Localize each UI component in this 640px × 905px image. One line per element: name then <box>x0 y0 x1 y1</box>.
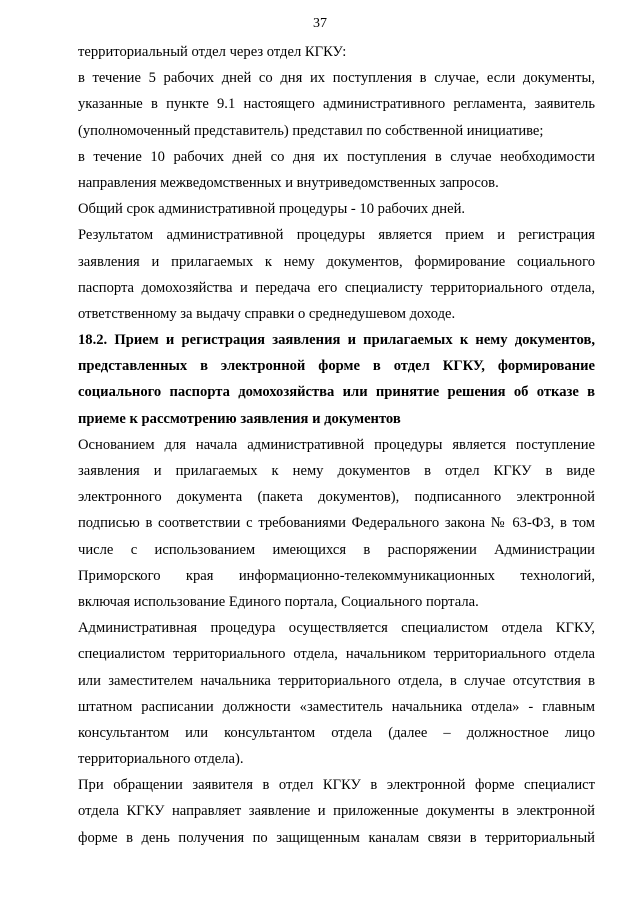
text-line: паспорта домохозяйства и передача его специалисту территориального отдела, <box>78 279 595 296</box>
text-line: ответственному за выдачу справки о среднедушевом доходе. <box>78 305 456 322</box>
text-line: или заместителем начальника территориального отдела, в случае отсутствия в <box>78 672 595 689</box>
text-line: подписью в соответствии с требованиями Федерального закона № 63-ФЗ, в том <box>78 515 595 532</box>
text-line: Общий срок административной процедуры - 10 рабочих дней. <box>78 201 466 218</box>
text-line: (уполномоченный представитель) представил по собственной инициативе; <box>78 122 544 139</box>
text-line: отдела КГКУ направляет заявление и приложенные документы в электронной <box>78 803 595 820</box>
section-heading-line: социального паспорта домохозяйства или принятие решения об отказе в <box>78 384 595 401</box>
page-number: 37 <box>313 16 327 31</box>
document-body <box>78 44 595 856</box>
text-line: специалистом территориального отдела, начальником территориального отдела <box>78 646 595 663</box>
text-line: в течение 5 рабочих дней со дня их поступления в случае, если документы, <box>78 70 595 87</box>
text-line: Приморского края информационно-телекоммуникационных технологий, <box>78 567 595 584</box>
text-line: направления межведомственных и внутриведомственных запросов. <box>78 174 499 191</box>
text-line: указанные в пункте 9.1 настоящего административного регламента, заявитель <box>78 96 595 113</box>
text-line: Основанием для начала административной процедуры является поступление <box>78 436 595 453</box>
text-line: Административная процедура осуществляется специалистом отдела КГКУ, <box>78 620 595 637</box>
text-line: в течение 10 рабочих дней со дня их поступления в случае необходимости <box>78 148 595 165</box>
section-heading-line: представленных в электронной форме в отдел КГКУ, формирование <box>78 358 595 375</box>
text-line: заявления и прилагаемых к нему документов, формирование социального <box>78 253 595 270</box>
text-line: При обращении заявителя в отдел КГКУ в электронной форме специалист <box>78 777 595 794</box>
section-heading-line: приеме к рассмотрению заявления и документов <box>78 410 401 427</box>
text-line: территориальный отдел через отдел КГКУ: <box>78 44 347 60</box>
text-line: штатном расписании должности «заместитель начальника отдела» - главным <box>78 698 595 715</box>
text-line: Результатом административной процедуры является прием и регистрация <box>78 227 595 244</box>
section-heading-line: 18.2. Прием и регистрация заявления и прилагаемых к нему документов, <box>78 332 595 349</box>
text-line: территориального отдела). <box>78 751 244 768</box>
text-line: форме в день получения по защищенным каналам связи в территориальный <box>78 829 595 846</box>
text-line: консультантом или консультантом отдела (далее – должностное лицо <box>78 724 595 741</box>
text-line: включая использование Единого портала, Социального портала. <box>78 593 479 610</box>
text-line: электронного документа (пакета документов), подписанного электронной <box>78 489 595 506</box>
text-line: числе с использованием имеющихся в распоряжении Администрации <box>78 541 595 558</box>
text-line: заявления и прилагаемых к нему документов в отдел КГКУ в виде <box>78 463 595 479</box>
